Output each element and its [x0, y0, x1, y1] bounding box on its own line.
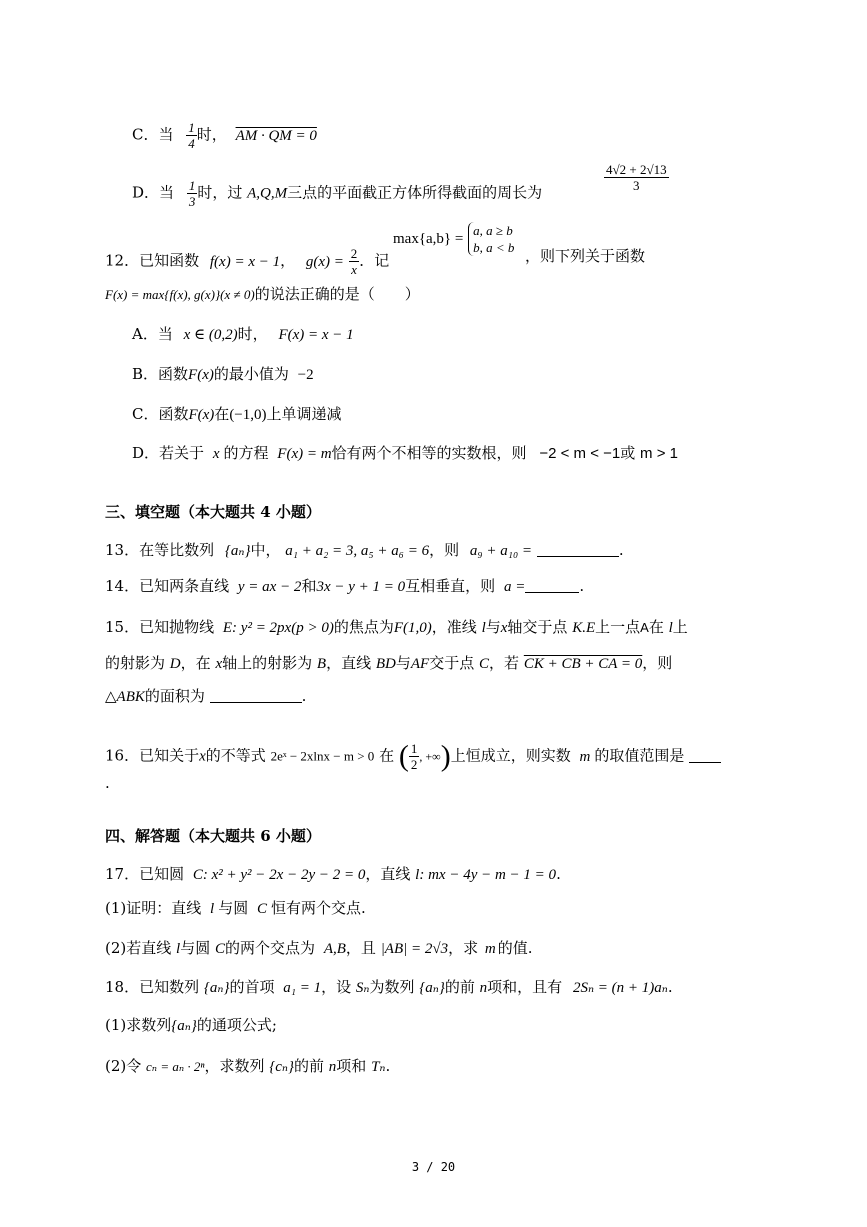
q15-line2: 的射影为 D，在 x轴上的射影为 B，直线 BD与AF交于点 C，若 CK + CB + CA = 0，则: [105, 654, 673, 672]
q12-option-c: C．函数F(x)在(−1,0)上单调递减: [132, 405, 342, 423]
q11-option-c: C．当 $\frac{1}{4}$ 时， AM · QM = 0: [132, 120, 317, 151]
section-title-fill-blank: 三、填空题（本大题共 4 小题）: [105, 503, 321, 521]
answer-blank[interactable]: [689, 748, 721, 763]
q11-option-d: D．当 $\frac{1}{3}$ 时，过 A,Q,M三点的平面截正方体所得截面的周长为: [132, 178, 543, 209]
q12-stem-cont: ，则下列关于函数: [525, 247, 646, 265]
answer-blank[interactable]: [210, 688, 302, 703]
q17-part1: (1)证明：直线 l 与圆 C 恒有两个交点.: [105, 899, 366, 917]
q12-option-b: B．函数F(x)的最小值为 −2: [132, 365, 314, 383]
q12-max-def: max{a,b} = a, a ≥ b b, a < b: [393, 223, 515, 255]
q17-stem: 17．已知圆 C: x² + y² − 2x − 2y − 2 = 0，直线 l: mx − 4y − m − 1 = 0.: [105, 865, 561, 883]
q17-part2: (2)若直线 l与圆 C的两个交点为 A,B，且 |AB| = 2√3，求 m 的值.: [105, 939, 533, 957]
answer-blank[interactable]: [525, 578, 579, 593]
q14: 14．已知两条直线 y = ax − 2和3x − y + 1 = 0互相垂直，则 a = .: [105, 577, 585, 595]
q12-option-d: D．若关于 x 的方程 F(x) = m恰有两个不相等的实数根，则 −2 < m < −1或 m > 1: [132, 444, 678, 462]
q13: 13．在等比数列 {aₙ}中， a₁ + a₂ = 3, a₅ + a₆ = 6，则 a₉ + a₁₀ = .: [105, 541, 624, 559]
q18-part1: (1)求数列{aₙ}的通项公式;: [105, 1016, 277, 1034]
q12-option-a: A．当 x ∈ (0,2)时， F(x) = x − 1: [132, 325, 354, 343]
answer-blank[interactable]: [537, 542, 619, 557]
q15-line1: 15．已知抛物线 E: y² = 2px(p > 0)的焦点为F(1,0)，准线 l与x轴交于点 K.E上一点A在 l上: [105, 618, 688, 636]
lambda-fraction: $\frac{1}{3}$: [188, 178, 196, 209]
q11-d-answer: $\frac{4√2 + 2√13}{3}$: [606, 162, 667, 193]
q12-F-def: F(x) = max{f(x), g(x)}(x ≠ 0)的说法正确的是（ ）: [105, 285, 420, 303]
q18-part2: (2)令 cₙ = aₙ · 2ⁿ，求数列 {cₙ}的前 n项和 Tₙ.: [105, 1057, 391, 1075]
q16: 16．已知关于x的不等式 2eˣ − 2xlnx − m > 0 在 ( $\frac{1}{2}$ , +∞)上恒成立，则实数 m 的取值范围是: [105, 741, 721, 772]
lambda-fraction: $\frac{1}{4}$: [188, 120, 195, 151]
page-number: 3 / 20: [411, 1160, 456, 1174]
q12-stem: 12．已知函数 f(x) = x − 1， g(x) = $\frac{2}{x}$ ．记: [105, 246, 390, 277]
section-title-solution: 四、解答题（本大题共 6 小题）: [105, 827, 321, 845]
q18-stem: 18．已知数列 {aₙ}的首项 a₁ = 1，设 Sₙ为数列 {aₙ}的前 n项和，且有 2Sₙ = (n + 1)aₙ.: [105, 978, 673, 996]
q15-line3: △ABK的面积为 .: [105, 687, 307, 705]
q16-end: .: [105, 774, 110, 792]
